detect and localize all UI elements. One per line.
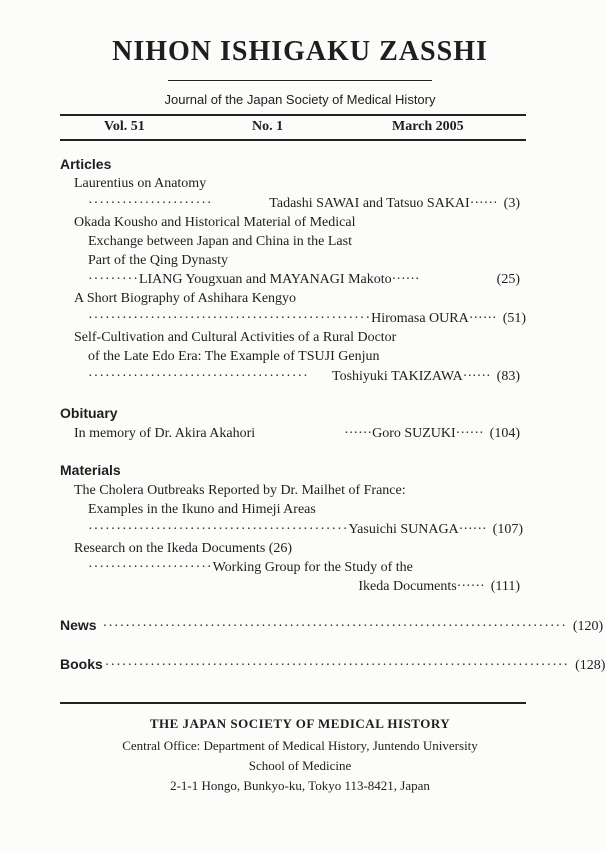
article-authors: Toshiyuki TAKIZAWA······ (332, 369, 491, 384)
material-authors-continued: Ikeda Documents······ (358, 579, 485, 594)
leader-dots: ·················································· (88, 311, 372, 326)
material-page: (107) (492, 522, 523, 537)
office-address-line-2: School of Medicine (248, 758, 352, 773)
leader-dots: ······················ (88, 560, 213, 575)
issue-top-rule (60, 114, 526, 116)
journal-subtitle: Journal of the Japan Society of Medical History (164, 92, 436, 107)
article-title: A Short Biography of Ashihara Kengyo (74, 291, 297, 306)
article-page: (25) (496, 272, 520, 287)
material-authors: Working Group for the Study of the (212, 560, 413, 575)
section-heading-materials: Materials (60, 462, 121, 478)
office-address-line-3: 2-1-1 Hongo, Bunkyo-ku, Tokyo 113-8421, Japan (170, 778, 430, 793)
books-entry (60, 656, 605, 674)
article-title: Part of the Qing Dynasty (88, 253, 228, 268)
section-heading-news: News (60, 617, 97, 633)
issue-volume: Vol. 51 (104, 119, 145, 134)
leader-dots: ·················································································· (102, 619, 567, 634)
article-author-line (88, 272, 520, 288)
article-title: Okada Kousho and Historical Material of Medical (74, 215, 356, 230)
obituary-entry (74, 426, 520, 442)
obituary-authors: ······Goro SUZUKI······ (344, 426, 484, 441)
article-page: (83) (496, 369, 520, 384)
obituary-title: In memory of Dr. Akira Akahori (74, 426, 256, 441)
article-authors: Tadashi SAWAI and Tatsuo SAKAI······ (269, 196, 498, 211)
leader-dots: ·············································· (88, 522, 349, 537)
article-title: Exchange between Japan and China in the Last (88, 234, 352, 249)
issue-number: No. 1 (252, 119, 284, 134)
article-author-line (88, 369, 520, 385)
section-heading-books: Books (60, 656, 103, 672)
material-authors: Yasuichi SUNAGA······ (348, 522, 487, 537)
material-title: The Cholera Outbreaks Reported by Dr. Mailhet of France: (74, 483, 406, 498)
news-entry (60, 617, 604, 635)
society-name: THE JAPAN SOCIETY OF MEDICAL HISTORY (149, 716, 451, 731)
leader-dots: ·················································································· (104, 658, 570, 673)
books-page: (128) (575, 658, 605, 673)
material-page: (111) (490, 579, 520, 594)
article-authors: Hiromasa OURA······ (371, 311, 497, 326)
material-author-line (88, 560, 428, 576)
material-title: Examples in the Ikuno and Himeji Areas (88, 502, 316, 517)
journal-title: NIHON ISHIGAKU ZASSHI (112, 36, 488, 67)
section-heading-articles: Articles (60, 156, 112, 172)
article-page: (51) (502, 311, 527, 326)
issue-bottom-rule (60, 139, 526, 141)
leader-dots: ······················ (88, 196, 213, 211)
issue-date: March 2005 (392, 119, 464, 134)
title-rule (168, 80, 432, 81)
leader-dots: ········· (88, 272, 139, 287)
article-author-line (88, 311, 527, 327)
article-title: Self-Cultivation and Cultural Activities of a Rural Doctor (74, 330, 397, 345)
footer-rule (60, 702, 526, 704)
office-address-line-1: Central Office: Department of Medical History, Juntendo University (122, 738, 478, 753)
news-page: (120) (572, 619, 604, 634)
article-title: of the Late Edo Era: The Example of TSUJI Genjun (88, 349, 380, 364)
article-page: (3) (503, 196, 520, 211)
material-title: Research on the Ikeda Documents (26) (74, 541, 293, 556)
leader-dots: ······································· (88, 369, 309, 384)
article-title: Laurentius on Anatomy (74, 176, 207, 191)
material-author-line (88, 522, 523, 538)
section-heading-obituary: Obituary (60, 405, 118, 421)
obituary-page: (104) (489, 426, 520, 441)
article-author-line (88, 196, 520, 212)
material-author-line-2 (300, 579, 520, 595)
article-authors: LIANG Yougxuan and MAYANAGI Makoto······ (138, 272, 420, 287)
